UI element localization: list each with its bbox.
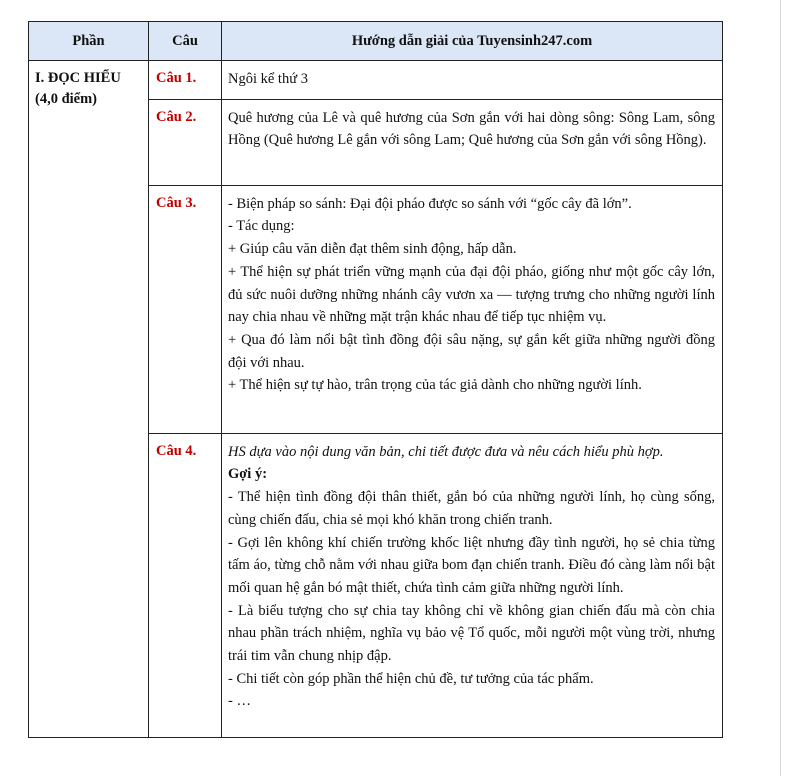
section-cell [29,61,149,738]
answer-line: - Tác dụng: [228,218,295,235]
answer-cell [222,185,723,433]
header-part: Phần [29,22,149,61]
answer-line: - Biện pháp so sánh: Đại đội pháo được so sánh với “gốc cây đã lớn”. [228,195,632,212]
answer-line: - … [228,693,251,710]
answer-line: + Qua đó làm nổi bật tình đồng đội sâu nặng, sự gắn kết giữa những người đồng đội với nhau. [228,331,715,371]
answer-table [28,21,723,738]
answer-line: + Giúp câu văn diễn đạt thêm sinh động, hấp dẫn. [228,241,517,258]
table-row [29,61,723,100]
section-title: I. ĐỌC HIỂU [35,70,121,86]
answer-line: + Thể hiện sự phát triển vững mạnh của đại đội pháo, giống như một gốc cây lớn, đủ sức nuôi dưỡng những nhánh cây vươn xa — tượng trưng cho những người lính nay chia nhau về những mặt trận khác nhau để tiếp tục nhiệm vụ. [228,263,715,326]
header-guide: Hướng dẫn giải của Tuyensinh247.com [222,22,723,61]
table-header-row [29,22,723,61]
answer-line: - Thể hiện tình đồng đội thân thiết, gắn bó của những người lính, họ cùng sống, cùng chiến đấu, chia sẻ mọi khó khăn trong chiến tranh. [228,489,715,528]
hint-label: Gợi ý: [228,466,268,483]
question-label: Câu 4. [149,433,222,737]
answer-cell [222,61,723,100]
answer-line: + Thể hiện sự tự hào, trân trọng của tác giả dành cho những người lính. [228,377,642,394]
answer-line: Ngôi kể thứ 3 [228,71,308,87]
answer-line: Quê hương của Lê và quê hương của Sơn gắn với hai dòng sông: Sông Lam, sông Hồng (Quê hương Lê gắn với sông Lam; Quê hương của Sơn gắn với sông Hồng). [228,109,715,149]
answer-intro: HS dựa vào nội dung văn bản, chi tiết được đưa và nêu cách hiểu phù hợp. [228,443,664,460]
page-edge-line [780,0,781,776]
header-question: Câu [149,22,222,61]
answer-cell [222,433,723,737]
question-label: Câu 1. [149,61,222,100]
answer-line: - Chi tiết còn góp phần thể hiện chủ đề, tư tưởng của tác phẩm. [228,670,594,687]
question-label: Câu 2. [149,99,222,185]
answer-cell [222,99,723,185]
question-label: Câu 3. [149,185,222,433]
answer-line: - Là biểu tượng cho sự chia tay không chỉ về không gian chiến đấu mà còn chia nhau phần trách nhiệm, nghĩa vụ bảo vệ Tổ quốc, mỗi người một vùng trời, nhưng trái tim vẫn chung nhịp đập. [228,602,715,665]
section-points: (4,0 điểm) [35,91,98,107]
answer-line: - Gợi lên không khí chiến trường khốc liệt nhưng đầy tình người, họ sẻ chia từng tấm áo, từng chỗ nằm với nhau giữa bom đạn chiến tranh. Điều đó càng làm nổi bật mối quan hệ gắn bó mật thiết, chứa tình cảm giữa những người lính. [228,534,715,596]
